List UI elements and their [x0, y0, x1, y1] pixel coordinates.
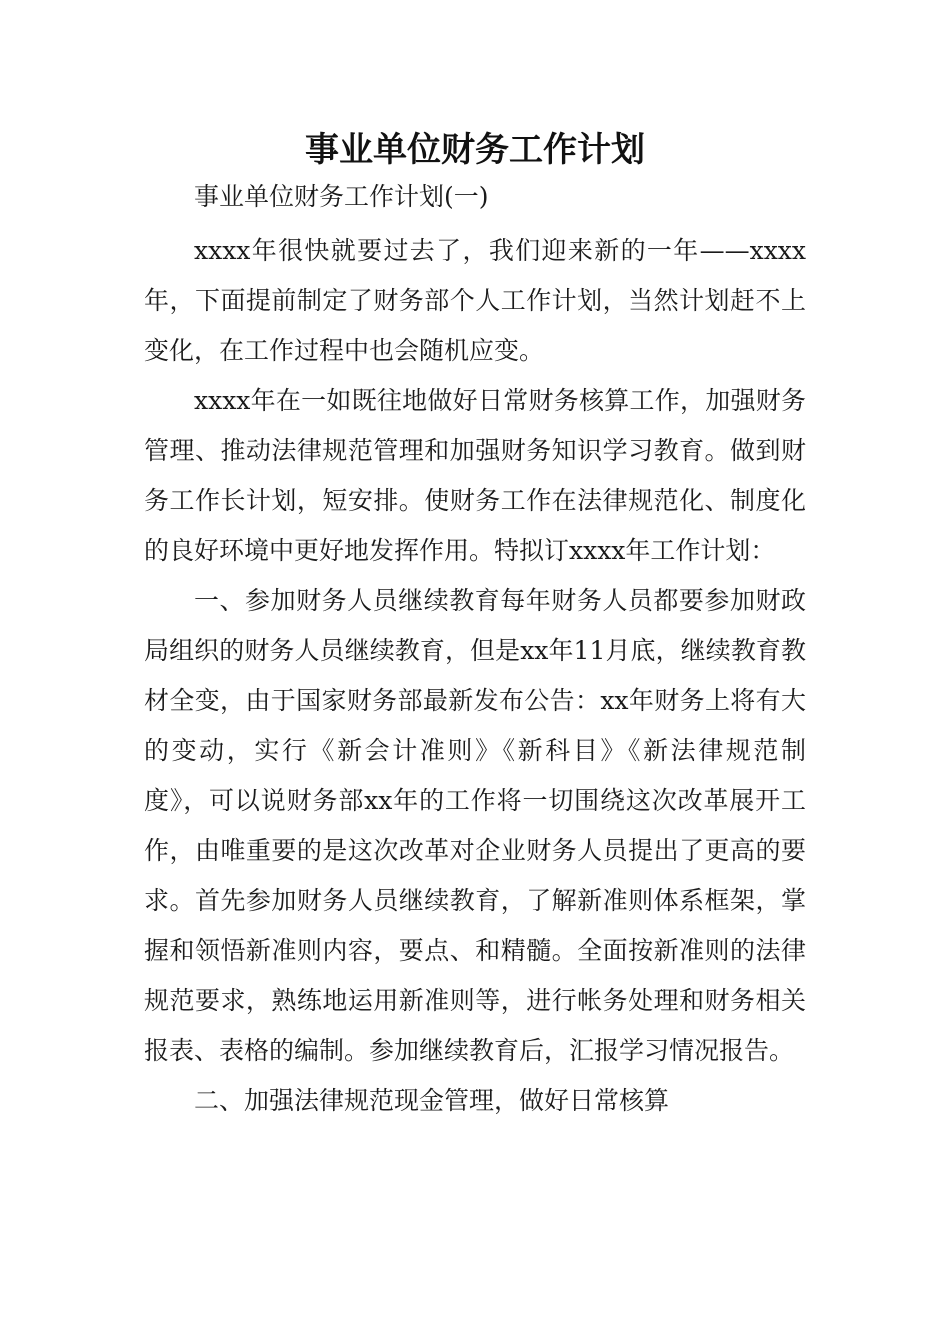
- subtitle-paragraph: 事业单位财务工作计划(一): [194, 182, 489, 211]
- overview-paragraph: xxxx年在一如既往地做好日常财务核算工作，加强财务管理、推动法律规范管理和加强财务知识学习教育。做到财务工作长计划，短安排。使财务工作在法律规范化、制度化的良好环境中更好地发挥作用。特拟订xxxx年工作计划：: [144, 386, 806, 565]
- section-one-paragraph: 一、参加财务人员继续教育每年财务人员都要参加财政局组织的财务人员继续教育，但是xx年11月底，继续教育教材全变，由于国家财务部最新发布公告：xx年财务上将有大的变动，实行《新会计准则》《新科目》《新法律规范制度》，可以说财务部xx年的工作将一切围绕这次改革展开工作，由唯重要的是这次改革对企业财务人员提出了更高的要求。首先参加财务人员继续教育，了解新准则体系框架，掌握和领悟新准则内容，要点、和精髓。全面按新准则的法律规范要求，熟练地运用新准则等，进行帐务处理和财务相关报表、表格的编制。参加继续教育后，汇报学习情况报告。: [144, 586, 806, 1065]
- intro-paragraph: xxxx年很快就要过去了，我们迎来新的一年——xxxx年，下面提前制定了财务部个人工作计划，当然计划赶不上变化，在工作过程中也会随机应变。: [144, 236, 806, 365]
- document-title: 事业单位财务工作计划: [305, 130, 645, 170]
- section-two-heading: 二、加强法律规范现金管理，做好日常核算: [194, 1086, 670, 1115]
- document-body: [144, 172, 806, 1126]
